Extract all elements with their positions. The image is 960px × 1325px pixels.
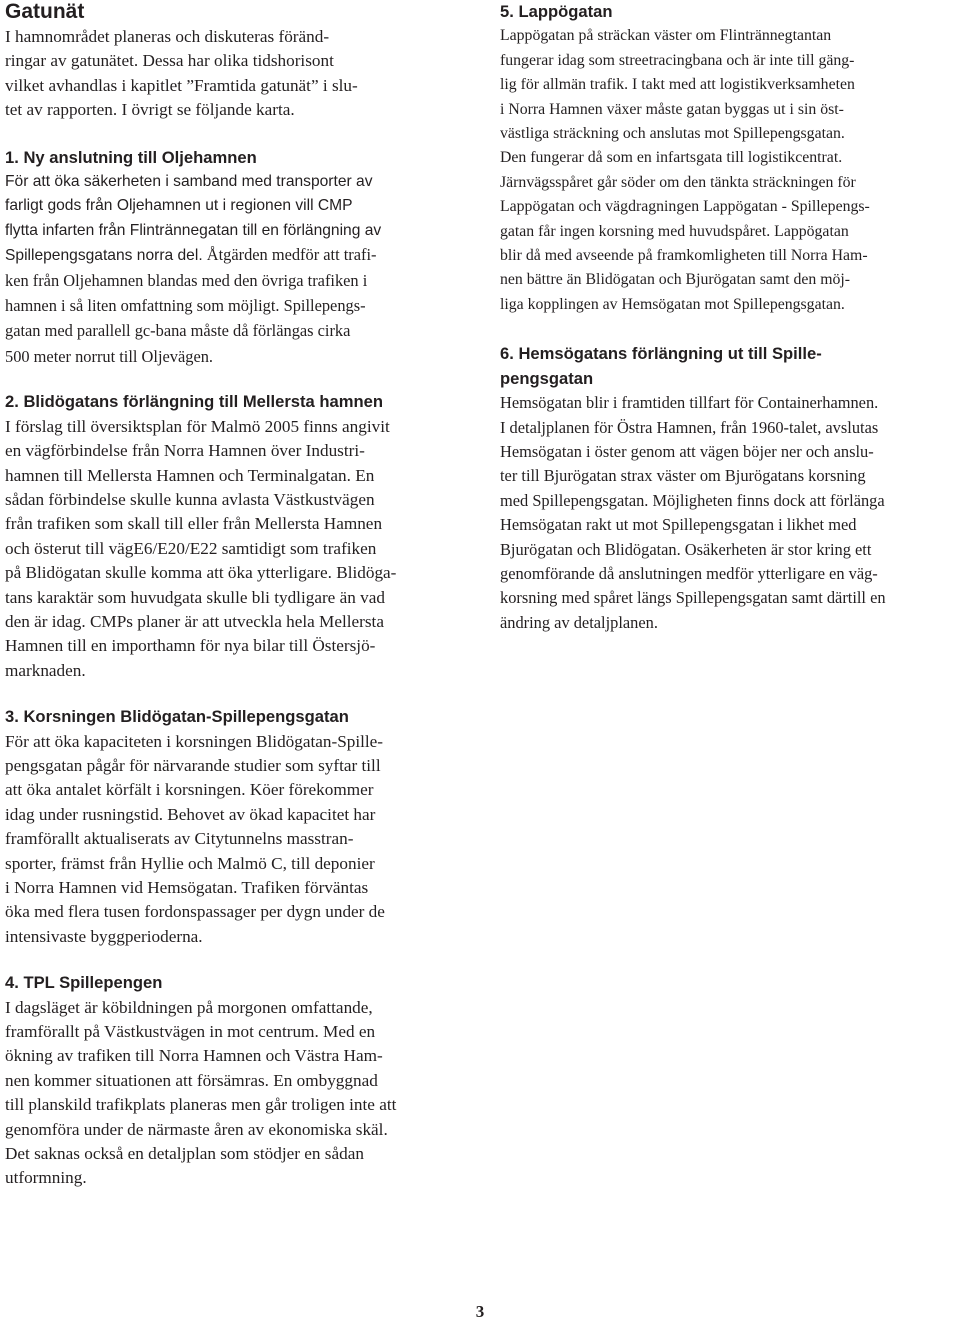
- text-line: en vägförbindelse från Norra Hamnen över Industri-: [5, 441, 365, 461]
- section-body: [5, 996, 447, 1191]
- text-line: genomförande då anslutningen medför ytterligare en väg-: [500, 563, 878, 583]
- text-line: sporter, främst från Hyllie och Malmö C, till deponier: [5, 853, 375, 873]
- page-number: 3: [475, 1302, 485, 1321]
- text-line: ken från Oljehamnen blandas med den övriga trafiken i: [5, 270, 368, 290]
- text-line: fungerar idag som streetracingbana och är inte till gäng-: [500, 51, 855, 69]
- text-line: hamnen i så liten omfattning som möjligt. Spillepengs-: [5, 296, 366, 316]
- text-line: ringar av gatunätet. Dessa har olika tidshorisont: [5, 51, 334, 71]
- text-line: Den fungerar då som en infartsgata till logistikcentrat.: [500, 149, 843, 167]
- text-line: Järnvägsspåret går söder om den tänkta sträckningen för: [500, 173, 856, 191]
- text-line: idag under rusningstid. Behovet av ökad kapacitet har: [5, 804, 376, 824]
- section-heading: 4. TPL Spillepengen: [5, 973, 163, 993]
- text-line: från trafiken som skall till eller från Mellersta Hamnen: [5, 514, 383, 534]
- section-2: [5, 390, 447, 683]
- text-line: Hemsögatan blir i framtiden tillfart för Containerhamnen.: [500, 393, 879, 413]
- text-line: genomföra under de närmaste åren av ekonomiska skäl.: [5, 1119, 388, 1139]
- text-line: ändring av detaljplanen.: [500, 612, 658, 632]
- text-line: farligt gods från Oljehamnen ut i regionen vill CMP: [5, 197, 353, 215]
- text-line: Hamnen till en importhamn för nya bilar till Östersjö-: [5, 636, 376, 656]
- text-line: Lappögatan och vägdragningen Lappögatan - Spillepengs-: [500, 198, 870, 216]
- text-line: och österut till vägE6/E20/E22 samtidigt som trafiken: [5, 538, 377, 558]
- text-line: tans karaktär som huvudgata skulle bli tydligare än vad: [5, 587, 385, 607]
- section-4: [5, 971, 447, 1191]
- text-line: Hemsögatan i öster genom att vägen böjer ner och anslu-: [500, 441, 874, 461]
- text-line: nen kommer situationen att försämras. En ombyggnad: [5, 1070, 378, 1090]
- text-line: I dagsläget är köbildningen på morgonen omfattande,: [5, 997, 373, 1017]
- text-line: Lappögatan på sträckan väster om Flintrännegtantan: [500, 27, 832, 45]
- text-line: hamnen till Mellersta Hamnen och Terminalgatan. En: [5, 465, 375, 485]
- section-heading: 1. Ny anslutning till Oljehamnen: [5, 147, 257, 167]
- text-line: 500 meter norrut till Oljevägen.: [5, 346, 214, 366]
- text-line: I hamnområdet planeras och diskuteras föränd-: [5, 27, 330, 46]
- text-line: med Spillepengsgatan. Möjligheten finns dock att förlänga: [500, 490, 885, 510]
- text-line: västliga sträckning och anslutas mot Spillepengsgatan.: [500, 125, 845, 143]
- text-line: intensivaste byggperioderna.: [5, 926, 203, 946]
- text-line: utformning.: [5, 1168, 87, 1188]
- section-body: [5, 415, 447, 683]
- text-line: vilket avhandlas i kapitlet ”Framtida gatunät” i slu-: [5, 75, 358, 95]
- text-line: För att öka kapaciteten i korsningen Blidögatan-Spille-: [5, 731, 384, 751]
- text-line: I förslag till översiktsplan för Malmö 2005 finns angivit: [5, 416, 390, 436]
- text-line: den är idag. CMPs planer är att utveckla hela Mellersta: [5, 611, 384, 631]
- section-6: [500, 342, 958, 635]
- text-line: ter till Bjurögatan strax väster om Bjurögatans korsning: [500, 466, 866, 486]
- heading-line: pengsgatan: [500, 368, 594, 388]
- text-line: tet av rapporten. I övrigt se följande karta.: [5, 100, 295, 120]
- text-line: framförallt aktualiserats av Citytunnelns masstran-: [5, 829, 354, 849]
- left-column: [5, 0, 447, 1191]
- text-line: i Norra Hamnen växer måste gatan byggas ut i sin öst-: [500, 100, 844, 118]
- text-line: För att öka säkerheten i samband med transporter av: [5, 173, 373, 191]
- section-heading: 5. Lappögatan: [500, 2, 613, 21]
- text-line: Det saknas också en detaljplan som stödjer en sådan: [5, 1144, 364, 1164]
- section-heading: [500, 342, 958, 391]
- section-body: [500, 391, 958, 635]
- text-line: att öka antalet körfält i korsningen. Köer förekommer: [5, 780, 374, 800]
- text-line: Åtgärden medför att trafi-: [202, 245, 377, 265]
- text-line: i Norra Hamnen vid Hemsögatan. Trafiken förväntas: [5, 878, 369, 897]
- text-line: I detaljplanen för Östra Hamnen, från 1960-talet, avslutas: [500, 417, 879, 437]
- section-body: [500, 24, 958, 317]
- heading-line: 6. Hemsögatans förlängning ut till Spille-: [500, 344, 822, 364]
- text-line: flytta infarten från Flintrännegatan till en förlängning av: [5, 221, 382, 239]
- text-line: Hemsögatan rakt ut mot Spillepengsgatan i likhet med: [500, 515, 857, 535]
- text-line: Spillepengsgatans norra del.: [5, 247, 203, 265]
- page-title: Gatunät: [5, 0, 85, 23]
- text-line: till planskild trafikplats planeras men går troligen inte att: [5, 1095, 397, 1115]
- text-line: ökning av trafiken till Norra Hamnen och Västra Ham-: [5, 1046, 383, 1066]
- text-line: marknaden.: [5, 660, 86, 680]
- text-line: liga kopplingen av Hemsögatan mot Spillepengsgatan.: [500, 295, 845, 313]
- text-line: på Blidögatan skulle komma att öka ytterligare. Blidöga-: [5, 563, 397, 583]
- section-heading: 3. Korsningen Blidögatan-Spillepengsgatan: [5, 707, 349, 727]
- text-line: blir då med avseende på framkomligheten till Norra Ham-: [500, 247, 868, 265]
- text-line: öka med flera tusen fordonspassager per dygn under de: [5, 902, 385, 922]
- section-body: [5, 170, 447, 370]
- text-line: Bjurögatan och Blidögatan. Osäkerheten är stor kring ett: [500, 539, 872, 559]
- text-line: korsning med spåret längs Spillepengsgatan samt därtill en: [500, 588, 886, 608]
- text-line: nen bättre än Blidögatan och Bjurögatan samt den möj-: [500, 271, 851, 289]
- text-line: lig för allmän trafik. I takt med att logistikverksamheten: [500, 76, 855, 94]
- section-3: [5, 705, 447, 949]
- section-1: [5, 146, 447, 371]
- text-line: framförallt på Västkustvägen in mot centrum. Med en: [5, 1022, 376, 1042]
- text-line: sådan förbindelse skulle kunna avlasta Västkustvägen: [5, 489, 375, 509]
- section-5: [500, 0, 958, 317]
- text-line: gatan får ingen korsning med huvudspåret. Lappögatan: [500, 222, 849, 240]
- text-line: gatan med parallell gc-bana måste då förlängas cirka: [5, 321, 351, 341]
- right-column: [500, 0, 958, 635]
- section-heading: 2. Blidögatans förlängning till Mellersta hamnen: [5, 392, 384, 412]
- intro-paragraph: [5, 25, 447, 123]
- text-line: pengsgatan pågår för närvarande studier som syftar till: [5, 755, 381, 775]
- section-body: [5, 730, 447, 950]
